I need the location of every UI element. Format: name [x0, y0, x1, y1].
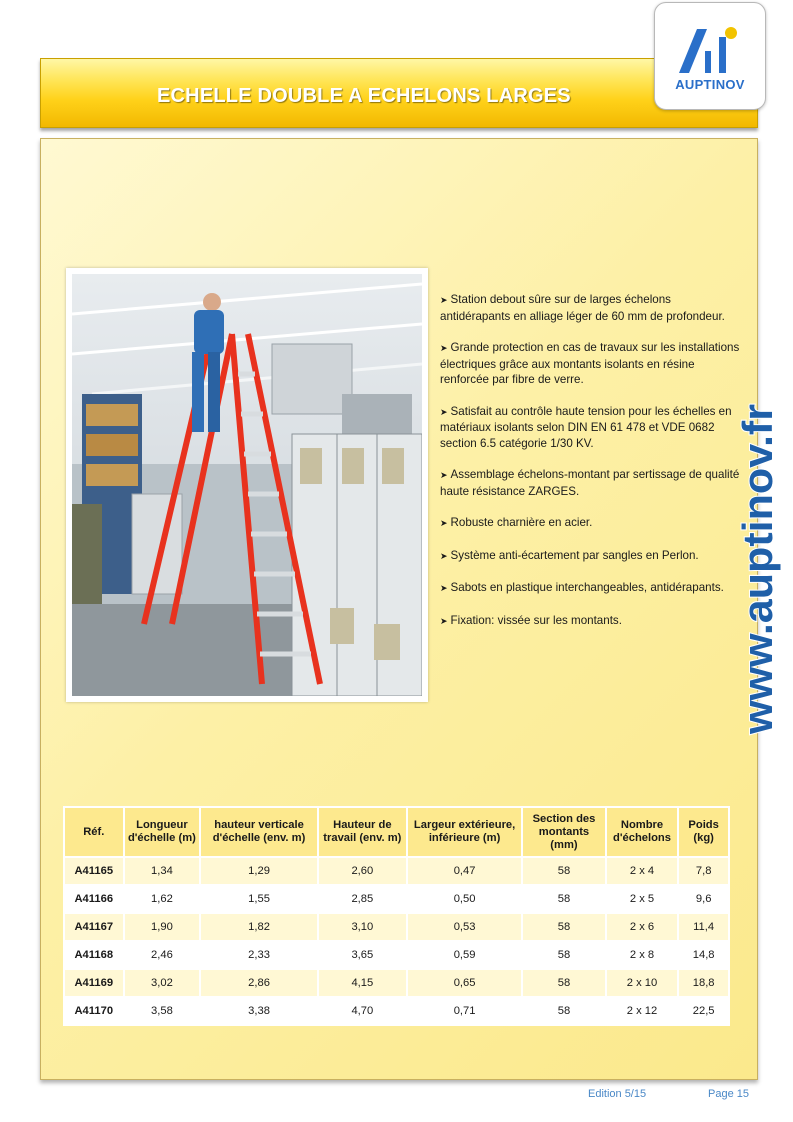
list-item: ➤ Satisfait au contrôle haute tension pour les échelles en matériaux isolants selon DIN EN 61 478 et VDE 0682 section 6.5 catégorie 1/30 KV.: [440, 404, 732, 450]
list-item: ➤ Fixation: vissée sur les montants.: [440, 613, 622, 627]
table-row: A41165 1,34 1,29 2,60 0,47 58 2 x 4 7,8: [64, 857, 729, 885]
table-row: A41170 3,58 3,38 4,70 0,71 58 2 x 12 22,5: [64, 997, 729, 1025]
list-item: ➤ Station debout sûre sur de larges échelons antidérapants en alliage léger de 60 mm de profondeur.: [440, 293, 725, 323]
col-ref: Réf.: [64, 807, 124, 857]
table-header-row: [64, 807, 729, 857]
arrow-bullet-icon: ➤: [440, 615, 448, 626]
table-row: A41166 1,62 1,55 2,85 0,50 58 2 x 5 9,6: [64, 885, 729, 913]
ladder-photo-icon: [72, 274, 422, 696]
specs-table: [63, 806, 730, 1026]
page-title: ECHELLE DOUBLE A ECHELONS LARGES: [157, 85, 571, 107]
list-item: ➤ Robuste charnière en acier.: [440, 516, 593, 529]
arrow-bullet-icon: ➤: [440, 295, 448, 305]
table-row: A41168 2,46 2,33 3,65 0,59 58 2 x 8 14,8: [64, 941, 729, 969]
col-weight: Poids (kg): [678, 807, 729, 857]
col-rungs: Nombre d'échelons: [606, 807, 679, 857]
arrow-bullet-icon: ➤: [440, 470, 448, 480]
website-url[interactable]: [698, 398, 793, 738]
page-number: Page 15: [708, 1088, 749, 1100]
col-vertical-height: hauteur verticale d'échelle (env. m): [200, 807, 317, 857]
table-row: A41167 1,90 1,82 3,10 0,53 58 2 x 6 11,4: [64, 913, 729, 941]
list-item: ➤ Système anti-écartement par sangles en Perlon.: [440, 548, 699, 562]
col-width: Largeur extérieure, inférieure (m): [407, 807, 522, 857]
auptinov-logo-icon: [675, 23, 747, 75]
table-row: A41169 3,02 2,86 4,15 0,65 58 2 x 10 18,8: [64, 969, 729, 997]
arrow-bullet-icon: ➤: [440, 518, 448, 528]
arrow-bullet-icon: ➤: [440, 550, 448, 561]
title-bar: [40, 58, 758, 128]
col-working-height: Hauteur de travail (env. m): [318, 807, 407, 857]
col-section: Section des montants (mm): [522, 807, 606, 857]
arrow-bullet-icon: ➤: [440, 343, 448, 353]
brand-logo: [654, 2, 766, 110]
product-photo: [66, 268, 428, 702]
list-item: ➤ Grande protection en cas de travaux sur les installations électriques grâce aux montants isolants en résine renforcée par fibre de verre.: [440, 341, 740, 386]
website-url-text: www.auptinov.fr: [734, 412, 781, 734]
edition-label: Edition 5/15: [588, 1088, 647, 1100]
list-item: ➤ Assemblage échelons-montant par sertissage de qualité haute résistance ZARGES.: [440, 468, 740, 498]
features-list: [440, 292, 740, 645]
arrow-bullet-icon: ➤: [440, 583, 448, 593]
logo-text: AUPTINOV: [675, 77, 745, 92]
col-length: Longueur d'échelle (m): [124, 807, 201, 857]
list-item: ➤ Sabots en plastique interchangeables, antidérapants.: [440, 581, 724, 594]
arrow-bullet-icon: ➤: [440, 406, 448, 417]
